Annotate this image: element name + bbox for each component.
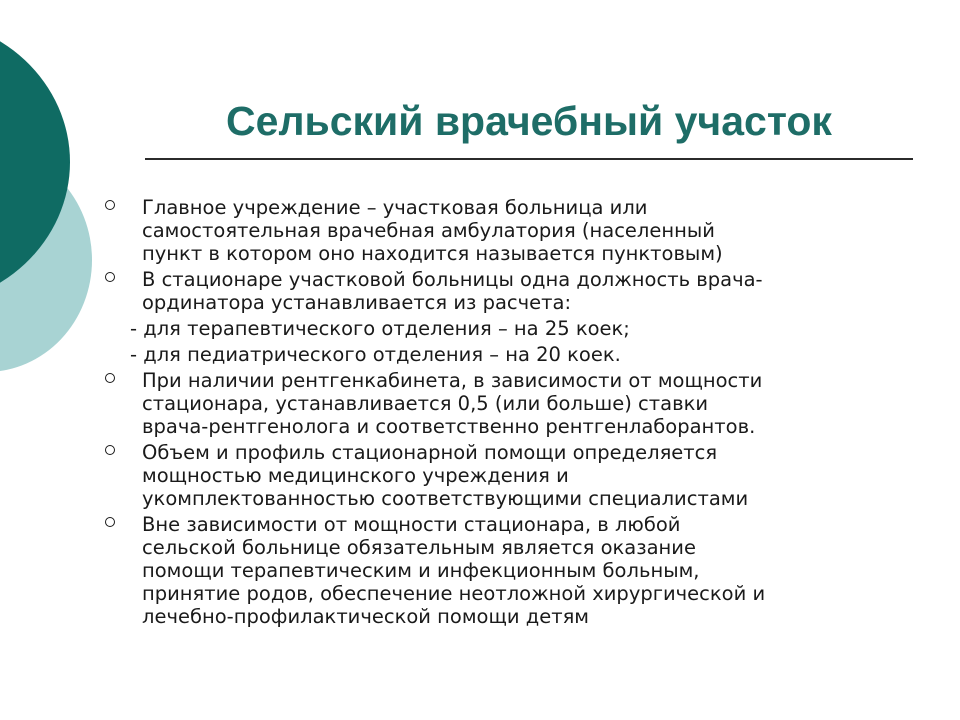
bullet-line: Главное учреждение – участковая больница или bbox=[142, 196, 648, 219]
bullet-list bbox=[100, 196, 940, 631]
bullet-line: стационара, устанавливается 0,5 (или больше) ставки bbox=[142, 392, 709, 415]
bullet-line: врача-рентгенолога и соответственно рентгенлаборантов. bbox=[142, 415, 756, 438]
bullet-line: ординатора устанавливается из расчета: bbox=[142, 291, 572, 314]
bullet-line: помощи терапевтическим и инфекционным больным, bbox=[142, 559, 700, 582]
bullet-item bbox=[100, 441, 940, 510]
circle-bullet-icon bbox=[105, 272, 115, 282]
slide-title: Сельский врачебный участок bbox=[226, 98, 832, 144]
bullet-line: мощностью медицинского учреждения и bbox=[142, 464, 569, 487]
bullet-line: лечебно-профилактической помощи детям bbox=[142, 605, 590, 628]
bullet-item bbox=[100, 369, 940, 438]
bullet-line: Объем и профиль стационарной помощи определяется bbox=[142, 441, 718, 464]
bullet-line: самостоятельная врачебная амбулатория (населенный bbox=[142, 219, 715, 242]
bullet-line: принятие родов, обеспечение неотложной хирургической и bbox=[142, 582, 766, 605]
bullet-line: пункт в котором оно находится называется пунктовым) bbox=[142, 242, 723, 265]
bullet-line: сельской больнице обязательным является оказание bbox=[142, 536, 696, 559]
circle-bullet-icon bbox=[105, 200, 115, 210]
bullet-subline: - для педиатрического отделения – на 20 коек. bbox=[130, 343, 621, 366]
circle-bullet-icon bbox=[105, 445, 115, 455]
bullet-item bbox=[100, 196, 940, 265]
bullet-line: Вне зависимости от мощности стационара, в любой bbox=[142, 513, 681, 536]
circle-bullet-icon bbox=[105, 373, 115, 383]
bullet-line: В стационаре участковой больницы одна должность врача- bbox=[142, 268, 763, 291]
bullet-item bbox=[100, 513, 940, 628]
bullet-line: укомплектованностью соответствующими специалистами bbox=[142, 487, 749, 510]
bullet-item bbox=[100, 268, 940, 314]
bullet-line: При наличии рентгенкабинета, в зависимости от мощности bbox=[142, 369, 763, 392]
circle-bullet-icon bbox=[105, 517, 115, 527]
title-underline bbox=[145, 158, 913, 160]
bullet-subline: - для терапевтического отделения – на 25 коек; bbox=[130, 317, 630, 340]
